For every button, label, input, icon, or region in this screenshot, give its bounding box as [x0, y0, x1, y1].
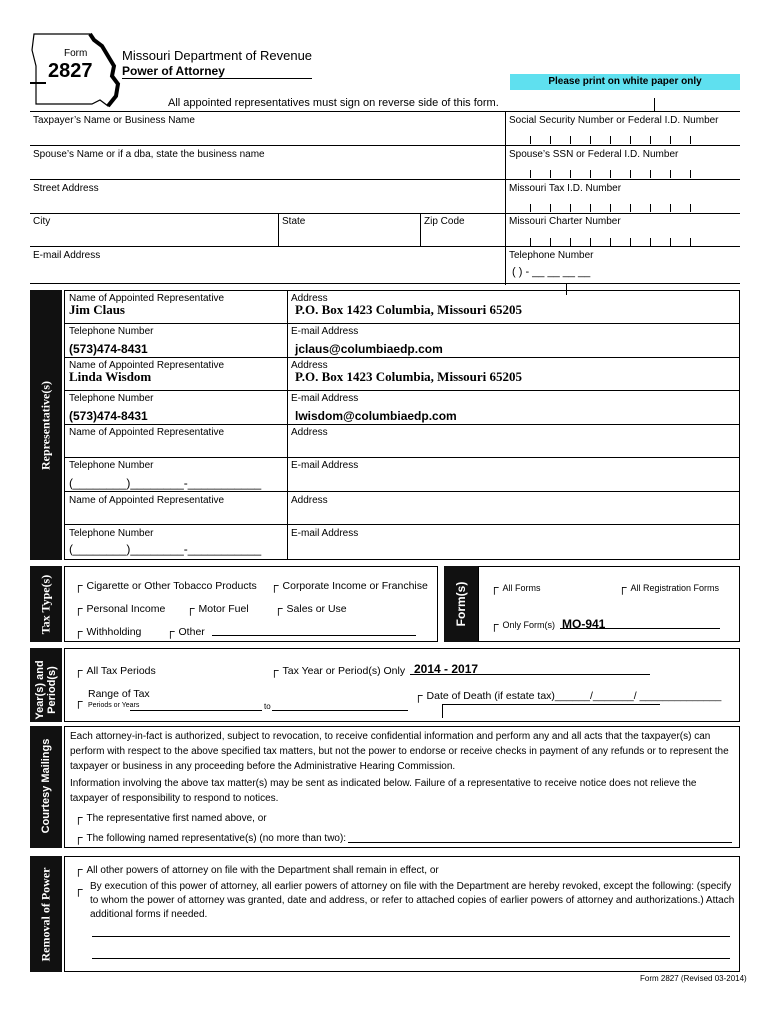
state-label: State	[282, 216, 306, 227]
ssn-field[interactable]	[510, 132, 710, 144]
following-named-label: The following named representative(s) (no more than two):	[86, 833, 347, 844]
state-field[interactable]	[281, 229, 417, 245]
range-to-label: to	[264, 702, 271, 711]
all-forms-label: All Forms	[502, 583, 541, 593]
rep-1-name[interactable]: Jim Claus	[69, 302, 125, 317]
motor-fuel-checkbox[interactable]	[186, 601, 249, 615]
print-notice: Please print on white paper only	[510, 74, 740, 90]
cigarette-checkbox[interactable]	[74, 578, 257, 592]
rep-1-name-label: Name of Appointed Representative	[69, 293, 225, 304]
personal-income-label: Personal Income	[86, 603, 166, 615]
form-number: 2827	[48, 60, 93, 82]
tax-types-section-label: Tax Type(s)	[38, 574, 53, 635]
forms-section-label: Form(s)	[454, 581, 468, 627]
subtitle: All appointed representatives must sign on reverse side of this form.	[168, 97, 499, 109]
email-label: E-mail Address	[33, 250, 101, 261]
mo-tax-id-field[interactable]	[510, 200, 710, 212]
checkbox-icon: ┌	[74, 601, 83, 615]
phone-label: Telephone Number	[509, 250, 594, 261]
other-field[interactable]	[212, 635, 416, 636]
city-label: City	[33, 216, 51, 227]
footer-text: Form 2827 (Revised 03-2014)	[640, 974, 747, 983]
first-named-label: The representative first named above, or	[86, 813, 267, 824]
range-label: Range of Tax	[88, 688, 150, 700]
spouse-name-field[interactable]	[32, 162, 502, 178]
only-forms-label: Only Form(s)	[502, 620, 556, 630]
department-name: Missouri Department of Revenue	[122, 48, 313, 63]
checkbox-icon: ┌	[166, 624, 175, 638]
revoke-line-1[interactable]	[92, 936, 730, 937]
rep-1-email[interactable]: jclaus@columbiaedp.com	[295, 342, 443, 356]
form-label: Form	[64, 48, 88, 59]
form-title: Power of Attorney	[122, 64, 312, 79]
charter-label: Missouri Charter Number	[509, 216, 621, 227]
only-forms-value: MO-941	[562, 617, 606, 631]
withholding-label: Withholding	[86, 626, 142, 638]
first-named-checkbox[interactable]	[74, 810, 267, 824]
revoke-checkbox[interactable]	[74, 882, 87, 896]
only-forms-field[interactable]	[560, 615, 720, 629]
revoke-label: By execution of this power of attorney, all earlier powers of attorney on file with the Department are hereby revoked, except the following: (specify to whom the power of attorney was granted, date and address, or refer to attached copies of earlier powers of attorney and authorizations.) Attach additional forms if needed.	[90, 881, 735, 920]
checkbox-icon: ┌	[74, 624, 83, 638]
checkbox-icon: ┌	[74, 830, 83, 844]
checkbox-icon: ┌	[274, 601, 283, 615]
rep-4-address-label: Address	[291, 495, 328, 506]
rep-1-email-label: E-mail Address	[291, 326, 359, 337]
checkbox-icon: ┌	[490, 617, 499, 631]
authorization-text: Each attorney-in-fact is authorized, subject to revocation, to receive confidential information and perform any and all acts that the taxpayer(s) can perform with respect to the above specified tax matters, but not the power to endorse or receive checks in payment of any refunds or to represent the taxpayer or business in any proceeding before the Administrative Hearing Commission.	[70, 731, 729, 772]
taxpayer-name-field[interactable]	[32, 128, 502, 144]
rep-4-phone[interactable]: (________)________-___________	[69, 542, 262, 556]
only-forms-checkbox[interactable]	[490, 617, 555, 631]
cigarette-label: Cigarette or Other Tobacco Products	[86, 580, 257, 592]
checkbox-icon: ┌	[74, 810, 83, 824]
city-field[interactable]	[32, 229, 276, 245]
zip-field[interactable]	[423, 229, 503, 245]
checkbox-icon: ┌	[74, 663, 83, 677]
rep-3-name-label: Name of Appointed Representative	[69, 427, 225, 438]
information-text: Information involving the above tax matter(s) may be sent as indicated below. Failure of a representative to receive notice does not relieve the taxpayer of responsibility to respond to notices.	[70, 778, 697, 804]
all-periods-checkbox[interactable]	[74, 663, 156, 677]
street-label: Street Address	[33, 183, 99, 194]
rep-2-email[interactable]: lwisdom@columbiaedp.com	[295, 409, 457, 423]
date-of-death-label: Date of Death (if estate tax)______/_______/ ______________	[426, 690, 722, 702]
rep-1-address[interactable]: P.O. Box 1423 Columbia, Missouri 65205	[295, 302, 523, 317]
checkbox-icon: ┌	[618, 580, 627, 594]
mo-tax-id-label: Missouri Tax I.D. Number	[509, 183, 622, 194]
checkbox-icon: ┌	[74, 862, 83, 876]
rep-2-phone[interactable]: (573)474-8431	[69, 409, 148, 423]
spouse-ssn-label: Spouse’s SSN or Federal I.D. Number	[509, 149, 679, 160]
rep-3-address-label: Address	[291, 427, 328, 438]
rep-2-address-label: Address	[291, 360, 328, 371]
sales-use-label: Sales or Use	[286, 603, 347, 615]
all-forms-checkbox[interactable]	[490, 580, 541, 594]
all-registration-checkbox[interactable]	[618, 580, 719, 594]
rep-2-email-label: E-mail Address	[291, 393, 359, 404]
remain-in-effect-checkbox[interactable]	[74, 862, 439, 876]
tax-year-label: Tax Year or Period(s) Only	[282, 665, 406, 677]
date-of-death-checkbox[interactable]	[414, 688, 721, 702]
range-checkbox[interactable]	[74, 694, 87, 708]
rep-2-address[interactable]: P.O. Box 1423 Columbia, Missouri 65205	[295, 369, 523, 384]
following-named-checkbox[interactable]	[74, 830, 346, 844]
checkbox-icon: ┌	[186, 601, 195, 615]
withholding-checkbox[interactable]	[74, 624, 141, 638]
email-field[interactable]	[32, 263, 502, 279]
checkbox-icon: ┌	[270, 663, 279, 677]
other-checkbox[interactable]	[166, 624, 205, 638]
following-named-field[interactable]	[348, 842, 732, 843]
checkbox-icon: ┌	[414, 688, 423, 702]
rep-2-name-label: Name of Appointed Representative	[69, 360, 225, 371]
ssn-label: Social Security Number or Federal I.D. Number	[509, 115, 719, 126]
corporate-checkbox[interactable]	[270, 578, 428, 592]
spouse-ssn-field[interactable]	[510, 166, 710, 178]
remain-in-effect-label: All other powers of attorney on file with the Department shall remain in effect, or	[86, 865, 439, 876]
rep-3-phone-label: Telephone Number	[69, 460, 154, 471]
checkbox-icon: ┌	[74, 882, 83, 896]
tax-year-value: 2014 - 2017	[414, 662, 479, 676]
personal-income-checkbox[interactable]	[74, 601, 165, 615]
rep-4-email-label: E-mail Address	[291, 528, 359, 539]
checkbox-icon: ┌	[74, 578, 83, 592]
charter-field[interactable]	[510, 234, 710, 246]
taxpayer-name-label: Taxpayer’s Name or Business Name	[33, 115, 195, 126]
tax-year-field[interactable]	[410, 660, 650, 675]
rep-1-phone-label: Telephone Number	[69, 326, 154, 337]
phone-field[interactable]: ( ) - __ __ __ __	[512, 266, 591, 278]
spouse-name-label: Spouse’s Name or if a dba, state the business name	[33, 149, 265, 160]
rep-4-phone-label: Telephone Number	[69, 528, 154, 539]
range-to-field[interactable]	[272, 710, 408, 711]
courtesy-section-label: Courtesy Mailings	[40, 738, 52, 834]
rep-1-phone[interactable]: (573)474-8431	[69, 342, 148, 356]
all-periods-label: All Tax Periods	[86, 665, 156, 677]
rep-2-phone-label: Telephone Number	[69, 393, 154, 404]
checkbox-icon: ┌	[490, 580, 499, 594]
checkbox-icon: ┌	[74, 694, 83, 708]
range-sub-label: Periods or Years	[88, 702, 140, 709]
corporate-label: Corporate Income or Franchise	[282, 580, 428, 592]
rep-3-email-label: E-mail Address	[291, 460, 359, 471]
representatives-section-label: Representative(s)	[38, 380, 53, 471]
zip-label: Zip Code	[424, 216, 465, 227]
all-registration-label: All Registration Forms	[630, 583, 720, 593]
other-label: Other	[178, 626, 205, 638]
removal-section-label: Removal of Power	[38, 867, 53, 962]
checkbox-icon: ┌	[270, 578, 279, 592]
revoke-line-2[interactable]	[92, 958, 730, 959]
range-from-field[interactable]	[130, 710, 262, 711]
sales-use-checkbox[interactable]	[274, 601, 347, 615]
periods-section-label: Year(s) and Period(s)	[34, 660, 58, 720]
rep-1-address-label: Address	[291, 293, 328, 304]
street-field[interactable]	[32, 196, 502, 212]
tax-year-checkbox[interactable]	[270, 663, 405, 677]
rep-4-name-label: Name of Appointed Representative	[69, 495, 225, 506]
rep-2-name[interactable]: Linda Wisdom	[69, 369, 152, 384]
rep-3-phone[interactable]: (________)________-___________	[69, 476, 262, 490]
motor-fuel-label: Motor Fuel	[198, 603, 249, 615]
